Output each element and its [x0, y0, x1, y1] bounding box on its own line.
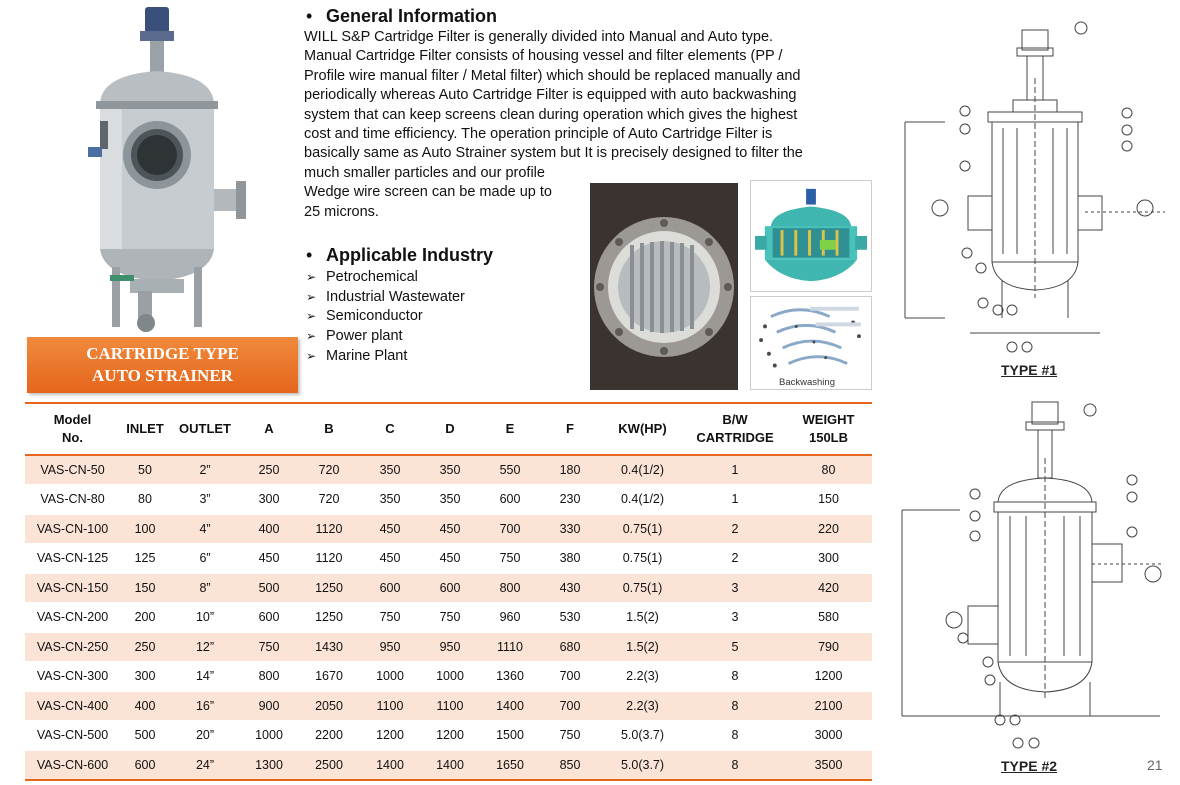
product-title-line2: AUTO STRAINER — [92, 366, 233, 385]
table-cell: 125 — [120, 544, 170, 574]
table-cell: 1200 — [420, 721, 480, 751]
table-cell: 300 — [785, 544, 872, 574]
table-cell: 180 — [540, 455, 600, 485]
table-cell: 2500 — [298, 750, 360, 780]
table-cell: 530 — [540, 603, 600, 633]
table-cell: 8 — [685, 662, 785, 692]
table-cell: 750 — [240, 632, 298, 662]
header-line: Model — [53, 412, 92, 427]
table-cell: 3500 — [785, 750, 872, 780]
table-cell: 750 — [540, 721, 600, 751]
table-cell: 1120 — [298, 544, 360, 574]
model-cell: VAS-CN-80 — [25, 485, 120, 515]
table-cell: 950 — [360, 632, 420, 662]
table-cell: 16” — [170, 691, 240, 721]
table-cell: 960 — [480, 603, 540, 633]
table-cell: 800 — [480, 573, 540, 603]
table-row — [25, 603, 872, 633]
table-cell: 12” — [170, 632, 240, 662]
flange-interior-photo — [590, 183, 738, 390]
model-cell: VAS-CN-125 — [25, 544, 120, 574]
table-cell: 700 — [480, 514, 540, 544]
table-cell: 1360 — [480, 662, 540, 692]
table-cell: 720 — [298, 455, 360, 485]
table-cell: 230 — [540, 485, 600, 515]
general-info-line: Manual Cartridge Filter consists of housing vessel and filter elements (PP / — [304, 48, 783, 65]
table-cell: 600 — [420, 573, 480, 603]
table-cell: 330 — [540, 514, 600, 544]
backwashing-label: Backwashing — [779, 377, 835, 388]
general-info-line: basically same as Auto Strainer system but It is precisely designed to filter the — [304, 145, 803, 162]
general-info-line: Profile wire manual filter / Metal filter) which should be replaced manually and — [304, 67, 801, 84]
table-header-row — [25, 403, 872, 455]
industry-item: ➢ Petrochemical — [306, 268, 465, 288]
table-cell: 10” — [170, 603, 240, 633]
product-title-line1: CARTRIDGE TYPE — [86, 344, 239, 363]
table-cell: 350 — [360, 485, 420, 515]
table-cell: 8” — [170, 573, 240, 603]
table-cell: 1.5(2) — [600, 603, 685, 633]
table-cell: 1100 — [420, 691, 480, 721]
table-cell: 1650 — [480, 750, 540, 780]
table-cell: 420 — [785, 573, 872, 603]
table-cell: 0.75(1) — [600, 544, 685, 574]
table-cell: 5.0(3.7) — [600, 750, 685, 780]
table-row — [25, 691, 872, 721]
industry-item: ➢ Industrial Wastewater — [306, 288, 465, 308]
table-cell: 8 — [685, 750, 785, 780]
table-cell: 350 — [360, 455, 420, 485]
type2-label: TYPE #2 — [1001, 758, 1058, 774]
table-cell: 0.75(1) — [600, 573, 685, 603]
table-cell: 600 — [120, 750, 170, 780]
table-cell: 950 — [420, 632, 480, 662]
table-cell: 1400 — [360, 750, 420, 780]
table-cell: 6” — [170, 544, 240, 574]
column-header: D — [420, 403, 480, 455]
header-line: CARTRIDGE — [696, 430, 774, 445]
table-cell: 450 — [420, 544, 480, 574]
model-cell: VAS-CN-250 — [25, 632, 120, 662]
table-cell: 1250 — [298, 573, 360, 603]
table-cell: 150 — [120, 573, 170, 603]
table-cell: 20” — [170, 721, 240, 751]
spec-table-body — [25, 455, 872, 780]
table-cell: 1000 — [420, 662, 480, 692]
table-cell: 0.4(1/2) — [600, 455, 685, 485]
table-cell: 100 — [120, 514, 170, 544]
table-cell: 580 — [785, 603, 872, 633]
table-cell: 750 — [420, 603, 480, 633]
table-cell: 700 — [540, 691, 600, 721]
column-header: F — [540, 403, 600, 455]
industry-list — [306, 268, 465, 367]
table-cell: 1100 — [360, 691, 420, 721]
table-cell: 450 — [360, 544, 420, 574]
table-cell: 1250 — [298, 603, 360, 633]
table-cell: 2 — [685, 544, 785, 574]
header-line: B/W — [722, 412, 748, 427]
general-info-line: 25 microns. — [304, 203, 379, 220]
table-cell: 1120 — [298, 514, 360, 544]
product-title-banner — [27, 337, 298, 393]
table-cell: 600 — [480, 485, 540, 515]
page-number: 21 — [1147, 757, 1163, 773]
column-header: OUTLET — [170, 403, 240, 455]
table-cell: 300 — [240, 485, 298, 515]
general-info-line: much smaller particles and our profile — [304, 164, 545, 181]
table-cell: 3” — [170, 485, 240, 515]
table-cell: 1000 — [360, 662, 420, 692]
industry-item: ➢ Power plant — [306, 327, 465, 347]
industry-item: ➢ Semiconductor — [306, 307, 465, 327]
header-line: WEIGHT — [802, 412, 855, 427]
table-row — [25, 721, 872, 751]
table-cell: 250 — [240, 455, 298, 485]
table-cell: 80 — [785, 455, 872, 485]
column-header: A — [240, 403, 298, 455]
general-info-line: cost and time efficiency. The operation principle of Auto Cartridge Filter is — [304, 126, 773, 143]
cutaway-3d-render — [750, 180, 872, 292]
spec-table — [25, 402, 872, 781]
table-cell: 250 — [120, 632, 170, 662]
table-cell: 1110 — [480, 632, 540, 662]
model-cell: VAS-CN-150 — [25, 573, 120, 603]
table-cell: 2.2(3) — [600, 662, 685, 692]
table-cell: 2.2(3) — [600, 691, 685, 721]
table-cell: 500 — [240, 573, 298, 603]
table-cell: 350 — [420, 455, 480, 485]
industry-item: ➢ Marine Plant — [306, 347, 465, 367]
table-cell: 14” — [170, 662, 240, 692]
table-row — [25, 662, 872, 692]
table-cell: 450 — [240, 544, 298, 574]
table-cell: 5 — [685, 632, 785, 662]
table-cell: 1430 — [298, 632, 360, 662]
column-header — [25, 403, 120, 455]
column-header: E — [480, 403, 540, 455]
table-cell: 80 — [120, 485, 170, 515]
table-row — [25, 544, 872, 574]
table-cell: 750 — [360, 603, 420, 633]
table-cell: 1400 — [480, 691, 540, 721]
table-cell: 430 — [540, 573, 600, 603]
model-cell: VAS-CN-500 — [25, 721, 120, 751]
table-cell: 1400 — [420, 750, 480, 780]
column-header: INLET — [120, 403, 170, 455]
table-cell: 1670 — [298, 662, 360, 692]
model-cell: VAS-CN-200 — [25, 603, 120, 633]
table-cell: 1.5(2) — [600, 632, 685, 662]
table-cell: 350 — [420, 485, 480, 515]
table-cell: 450 — [420, 514, 480, 544]
model-cell: VAS-CN-100 — [25, 514, 120, 544]
model-cell: VAS-CN-300 — [25, 662, 120, 692]
table-cell: 550 — [480, 455, 540, 485]
technical-drawing-type2 — [900, 398, 1170, 758]
table-cell: 50 — [120, 455, 170, 485]
table-cell: 1200 — [360, 721, 420, 751]
table-cell: 700 — [540, 662, 600, 692]
table-cell: 750 — [480, 544, 540, 574]
table-cell: 1500 — [480, 721, 540, 751]
product-photo — [60, 5, 300, 335]
backwashing-diagram — [750, 296, 872, 390]
general-info-line: WILL S&P Cartridge Filter is generally divided into Manual and Auto type. — [304, 29, 774, 45]
table-cell: 0.75(1) — [600, 514, 685, 544]
table-cell: 8 — [685, 721, 785, 751]
general-info-heading: • General Information — [306, 6, 497, 27]
table-cell: 2 — [685, 514, 785, 544]
table-cell: 600 — [240, 603, 298, 633]
table-cell: 380 — [540, 544, 600, 574]
table-cell: 800 — [240, 662, 298, 692]
table-cell: 500 — [120, 721, 170, 751]
column-header — [685, 403, 785, 455]
column-header: B — [298, 403, 360, 455]
table-cell: 3 — [685, 573, 785, 603]
model-cell: VAS-CN-50 — [25, 455, 120, 485]
table-cell: 5.0(3.7) — [600, 721, 685, 751]
table-row — [25, 455, 872, 485]
general-info-line: periodically whereas Auto Cartridge Filter is equipped with auto backwashing — [304, 87, 797, 104]
table-cell: 1 — [685, 455, 785, 485]
table-cell: 450 — [360, 514, 420, 544]
table-cell: 790 — [785, 632, 872, 662]
table-cell: 1000 — [240, 721, 298, 751]
type1-label: TYPE #1 — [1001, 362, 1058, 378]
table-cell: 220 — [785, 514, 872, 544]
table-cell: 720 — [298, 485, 360, 515]
table-cell: 400 — [240, 514, 298, 544]
table-cell: 600 — [360, 573, 420, 603]
table-cell: 24” — [170, 750, 240, 780]
table-row — [25, 573, 872, 603]
table-cell: 3 — [685, 603, 785, 633]
table-cell: 1200 — [785, 662, 872, 692]
model-cell: VAS-CN-400 — [25, 691, 120, 721]
table-cell: 2050 — [298, 691, 360, 721]
technical-drawing-type1 — [885, 18, 1175, 363]
table-cell: 680 — [540, 632, 600, 662]
table-cell: 2100 — [785, 691, 872, 721]
table-cell: 1300 — [240, 750, 298, 780]
table-cell: 2200 — [298, 721, 360, 751]
table-cell: 300 — [120, 662, 170, 692]
table-cell: 2” — [170, 455, 240, 485]
general-info-line: Wedge wire screen can be made up to — [304, 184, 552, 201]
header-line: No. — [62, 430, 83, 445]
table-row — [25, 485, 872, 515]
table-cell: 3000 — [785, 721, 872, 751]
table-cell: 400 — [120, 691, 170, 721]
table-cell: 1 — [685, 485, 785, 515]
table-row — [25, 750, 872, 780]
table-cell: 4” — [170, 514, 240, 544]
table-cell: 8 — [685, 691, 785, 721]
column-header: C — [360, 403, 420, 455]
table-cell: 900 — [240, 691, 298, 721]
column-header: KW(HP) — [600, 403, 685, 455]
table-cell: 200 — [120, 603, 170, 633]
header-line: 150LB — [808, 430, 849, 445]
table-cell: 150 — [785, 485, 872, 515]
column-header — [785, 403, 872, 455]
table-cell: 850 — [540, 750, 600, 780]
industry-heading: • Applicable Industry — [306, 245, 493, 266]
general-info-line: system that can keep screens clean during operation which gives the highest — [304, 106, 798, 123]
table-row — [25, 514, 872, 544]
table-cell: 0.4(1/2) — [600, 485, 685, 515]
model-cell: VAS-CN-600 — [25, 750, 120, 780]
table-row — [25, 632, 872, 662]
